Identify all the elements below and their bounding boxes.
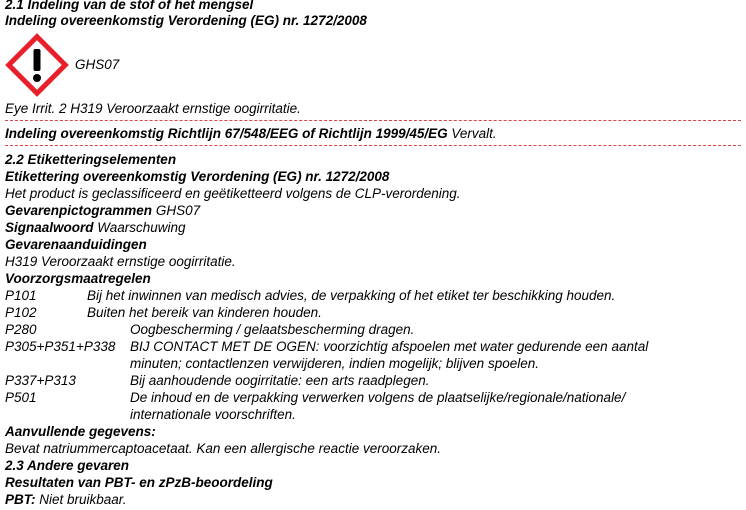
p501-text-1: De inhoud en de verpakking verwerken volgens de plaatselijke/regionale/nationale/: [130, 390, 626, 405]
section-2-3-subheading: Resultaten van PBT- en zPzB-beoordeling: [5, 475, 273, 490]
signal-label: Signaalwoord: [5, 220, 94, 235]
ghs07-exclamation-icon: [5, 33, 69, 97]
p102-text: Buiten het bereik van kinderen houden.: [87, 305, 322, 320]
directive-value: Vervalt.: [447, 126, 497, 141]
directive-label: Indeling overeenkomstig Richtlijn 67/548/EEG of Richtlijn 1999/45/EG: [5, 126, 448, 141]
classification-line: Eye Irrit. 2 H319 Veroorzaakt ernstige oogirritatie.: [5, 101, 301, 116]
section-2-1-heading: 2.1 Indeling van de stof of het mengsel: [5, 0, 254, 12]
signal-value: Waarschuwing: [93, 220, 186, 235]
pbt-value: Niet bruikbaar.: [35, 492, 127, 507]
section-2-2-subheading: Etikettering overeenkomstig Verordening (EG) nr. 1272/2008: [5, 169, 390, 184]
precaution-heading: Voorzorgsmaatregelen: [5, 271, 151, 286]
p101-code: P101: [5, 288, 37, 303]
p280-text: Oogbescherming / gelaatsbescherming dragen.: [130, 322, 415, 337]
pbt-label: PBT:: [5, 492, 36, 507]
intro-line: Het product is geclassificeerd en geëtiketteerd volgens de CLP-verordening.: [5, 186, 461, 201]
hazard-heading: Gevarenaanduidingen: [5, 237, 147, 252]
extra-heading: Aanvullende gegevens:: [5, 424, 156, 439]
directive-line: [5, 126, 497, 142]
pictogram-label: GHS07: [75, 57, 120, 72]
extra-text: Bevat natriummercaptoacetaat. Kan een allergische reactie veroorzaken.: [5, 441, 441, 456]
p305-text-2: minuten; contactlenzen verwijderen, indien mogelijk; blijven spoelen.: [130, 356, 539, 371]
p101-text: Bij het inwinnen van medisch advies, de verpakking of het etiket ter beschikking houden.: [87, 288, 616, 303]
p337-text: Bij aanhoudende oogirritatie: een arts raadplegen.: [130, 373, 430, 388]
section-2-1-subheading: Indeling overeenkomstig Verordening (EG) nr. 1272/2008: [5, 13, 367, 28]
signal-line: [5, 220, 186, 236]
p305-code: P305+P351+P338: [5, 339, 116, 354]
divider: [5, 145, 741, 146]
pictograms-value: GHS07: [152, 203, 201, 218]
hazard-line: H319 Veroorzaakt ernstige oogirritatie.: [5, 254, 236, 269]
p501-code: P501: [5, 390, 37, 405]
divider: [5, 120, 741, 121]
p305-text-1: BIJ CONTACT MET DE OGEN: voorzichtig afspoelen met water gedurende een aantal: [130, 339, 649, 354]
section-2-2-heading: 2.2 Etiketteringselementen: [5, 152, 177, 167]
pbt-line: [5, 492, 127, 508]
p501-text-2: internationale voorschriften.: [130, 407, 296, 422]
pictograms-label: Gevarenpictogrammen: [5, 203, 153, 218]
p280-code: P280: [5, 322, 37, 337]
p337-code: P337+P313: [5, 373, 76, 388]
p102-code: P102: [5, 305, 37, 320]
section-2-3-heading: 2.3 Andere gevaren: [5, 458, 130, 473]
pictograms-line: [5, 203, 200, 219]
